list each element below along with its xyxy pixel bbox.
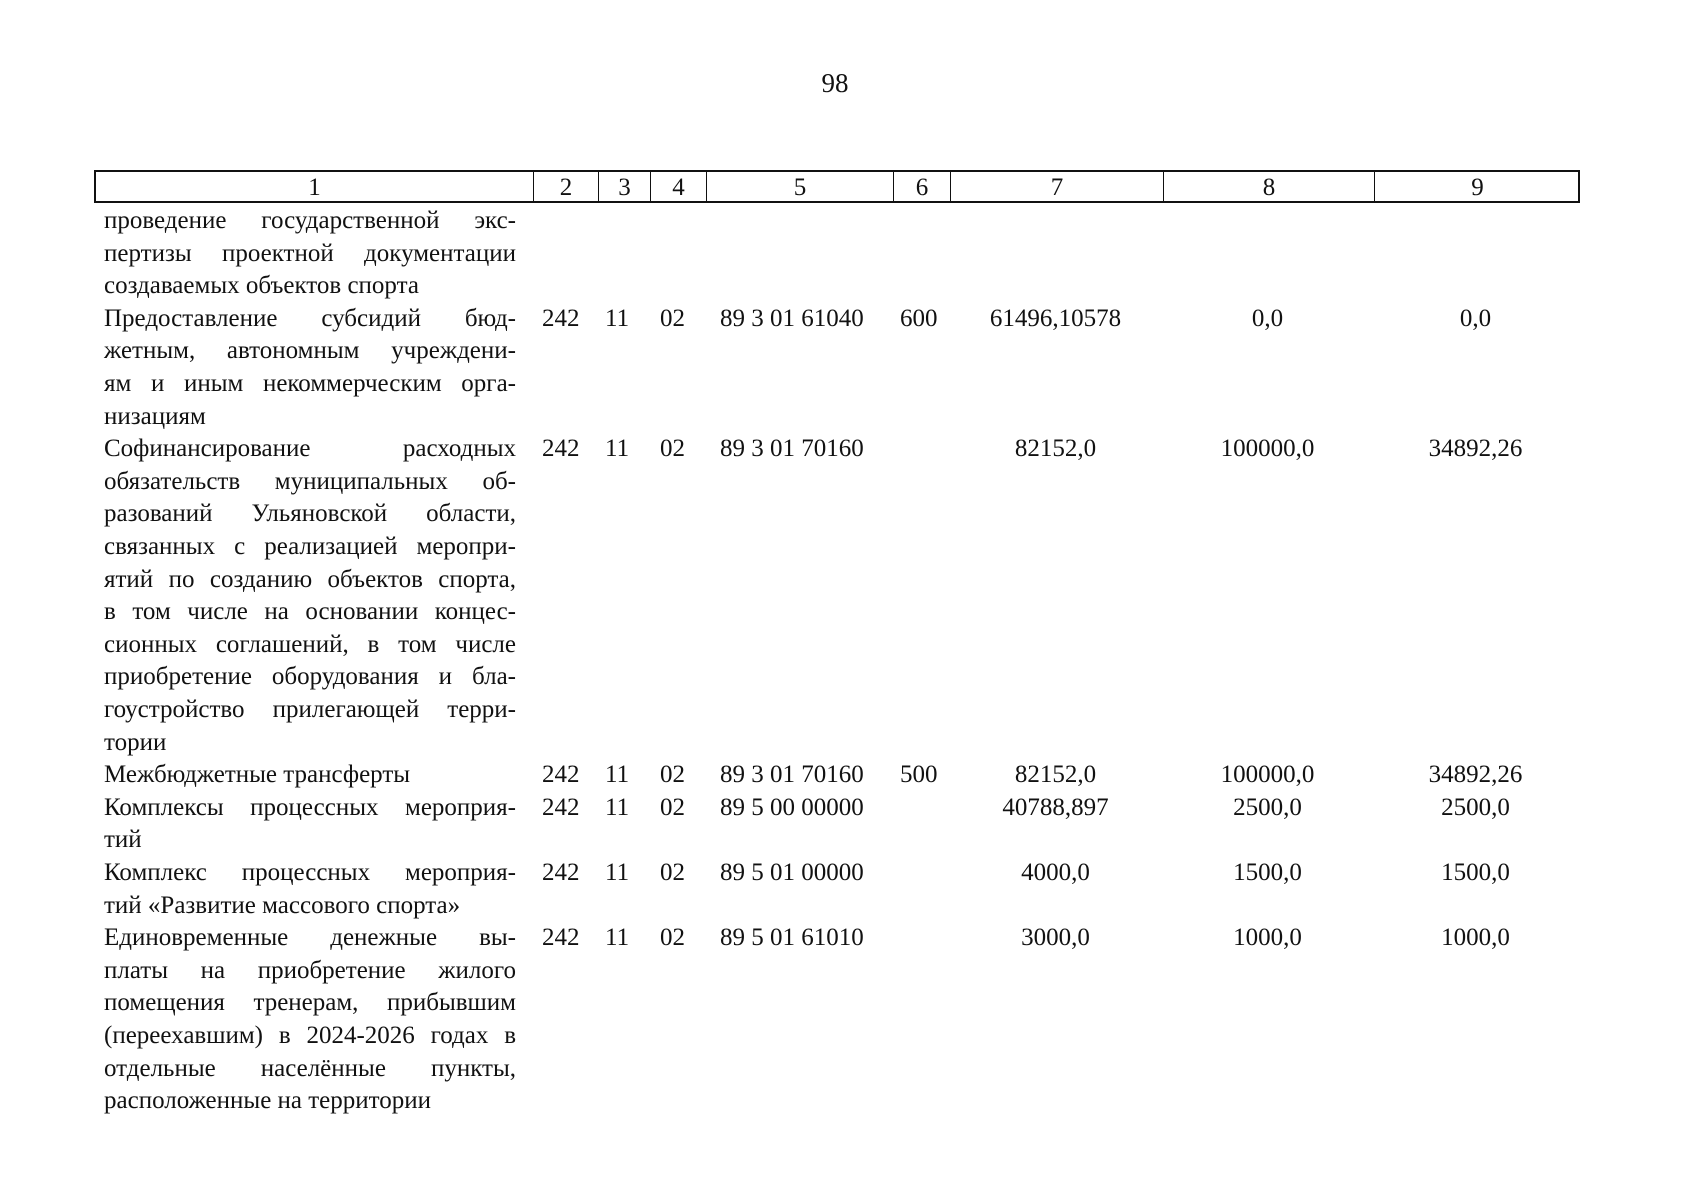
- row-description: [104, 303, 516, 433]
- row-cell-8: 1000,0: [1233, 924, 1302, 952]
- row-cell-4: 02: [660, 304, 685, 332]
- row-cell-8: 100000,0: [1220, 435, 1315, 463]
- table-row: [94, 857, 1580, 922]
- row-cell-2: 242: [542, 924, 580, 952]
- description-line: сионных соглашений, в том числе: [104, 630, 516, 658]
- row-cell-8: 1500,0: [1233, 859, 1302, 886]
- row-cell-2: 242: [542, 761, 580, 789]
- row-cell-7: 82152,0: [1014, 761, 1097, 789]
- description-line: Комплекс процессных мероприя-: [104, 859, 516, 886]
- description-line: тий: [104, 826, 142, 854]
- description-line: обязательств муниципальных об-: [104, 467, 516, 495]
- header-cell-4: 4: [651, 172, 707, 201]
- row-description: [104, 857, 516, 922]
- row-cell-7: 40788,897: [1002, 793, 1109, 821]
- header-cell-3: 3: [599, 172, 651, 201]
- row-cell-6: 500: [900, 761, 938, 789]
- row-cell-9: 0,0: [1459, 304, 1492, 332]
- row-cell-8: 2500,0: [1233, 793, 1302, 821]
- row-cell-9: 1000,0: [1441, 924, 1510, 952]
- row-cell-4: 02: [660, 924, 685, 952]
- description-line: ятий по созданию объектов спорта,: [104, 565, 516, 593]
- budget-table: [94, 170, 1580, 1118]
- description-line: тории: [104, 728, 167, 756]
- header-cell-1: 1: [96, 172, 534, 201]
- description-line: ям и иным некоммерческим орга-: [104, 369, 516, 397]
- row-cell-9: 34892,26: [1428, 435, 1523, 463]
- row-cell-3: 11: [605, 435, 630, 463]
- row-cell-9: 2500,0: [1441, 793, 1510, 821]
- row-cell-6: 600: [900, 304, 938, 332]
- row-cell-5: 89 3 01 61040: [720, 304, 864, 332]
- table-row: [94, 759, 1580, 792]
- table-row: [94, 922, 1580, 1118]
- row-cell-5: 89 3 01 70160: [720, 761, 864, 789]
- row-cell-8: 0,0: [1251, 304, 1284, 332]
- description-line: Софинансирование расходных: [104, 435, 516, 463]
- row-cell-7: 61496,10578: [989, 304, 1122, 332]
- header-cell-6: 6: [894, 172, 951, 201]
- description-line: Предоставление субсидий бюд-: [104, 304, 516, 332]
- row-cell-3: 11: [605, 859, 630, 886]
- row-cell-7: 3000,0: [1021, 924, 1090, 952]
- row-cell-5: 89 5 01 00000: [720, 859, 864, 886]
- description-line: в том числе на основании концес-: [104, 598, 516, 626]
- row-cell-5: 89 5 01 61010: [720, 924, 864, 952]
- header-cell-2: 2: [534, 172, 599, 201]
- description-line: создаваемых объектов спорта: [104, 272, 419, 300]
- row-cell-2: 242: [542, 859, 580, 886]
- description-line: разований Ульяновской области,: [104, 500, 516, 528]
- header-cell-9: 9: [1471, 174, 1484, 201]
- page-number: 98: [821, 68, 849, 98]
- description-line: расположенные на территории: [104, 1087, 432, 1115]
- table-row: [94, 205, 1580, 303]
- row-cell-5: 89 5 00 00000: [720, 793, 864, 821]
- description-line: приобретение оборудования и бла-: [104, 663, 516, 691]
- description-line: Межбюджетные трансферты: [104, 761, 411, 789]
- row-cell-2: 242: [542, 435, 580, 463]
- description-line: пертизы проектной документации: [104, 239, 516, 267]
- table-row: [94, 792, 1580, 857]
- row-cell-4: 02: [660, 859, 685, 886]
- header-cell-8: 8: [1164, 172, 1375, 201]
- row-description: [104, 922, 516, 1118]
- row-cell-5: 89 3 01 70160: [720, 435, 864, 463]
- row-description: [104, 759, 516, 792]
- row-cell-3: 11: [605, 924, 630, 952]
- row-cell-2: 242: [542, 793, 580, 821]
- row-cell-3: 11: [605, 793, 630, 821]
- row-cell-2: 242: [542, 304, 580, 332]
- row-cell-4: 02: [660, 793, 685, 821]
- row-cell-3: 11: [605, 761, 630, 789]
- header-cell-5: 5: [707, 172, 894, 201]
- description-line: проведение государственной экс-: [104, 207, 516, 234]
- row-cell-8: 100000,0: [1220, 761, 1315, 789]
- row-description: [104, 205, 516, 303]
- header-cell-7: 7: [951, 172, 1164, 201]
- row-cell-4: 02: [660, 761, 685, 789]
- row-cell-9: 34892,26: [1428, 761, 1523, 789]
- description-line: гоустройство прилегающей терри-: [104, 695, 516, 723]
- row-description: [104, 433, 516, 759]
- description-line: отдельные населённые пункты,: [104, 1054, 516, 1082]
- row-cell-7: 4000,0: [1021, 859, 1090, 886]
- description-line: помещения тренерам, прибывшим: [104, 989, 516, 1017]
- row-description: [104, 792, 516, 857]
- description-line: жетным, автономным учреждени-: [104, 337, 516, 365]
- description-line: (переехавшим) в 2024-2026 годах в: [104, 1021, 516, 1049]
- description-line: тий «Развитие массового спорта»: [104, 891, 461, 919]
- description-line: платы на приобретение жилого: [104, 956, 516, 984]
- description-line: связанных с реализацией меропри-: [104, 532, 516, 560]
- table-header-row: [94, 170, 1580, 203]
- row-cell-4: 02: [660, 435, 685, 463]
- description-line: Комплексы процессных мероприя-: [104, 793, 516, 821]
- table-body: [94, 203, 1580, 1118]
- description-line: Единовременные денежные вы-: [104, 924, 516, 952]
- row-cell-7: 82152,0: [1014, 435, 1097, 463]
- row-cell-9: 1500,0: [1441, 859, 1510, 886]
- table-row: [94, 433, 1580, 759]
- table-row: [94, 303, 1580, 433]
- description-line: низациям: [104, 402, 206, 430]
- row-cell-3: 11: [605, 304, 630, 332]
